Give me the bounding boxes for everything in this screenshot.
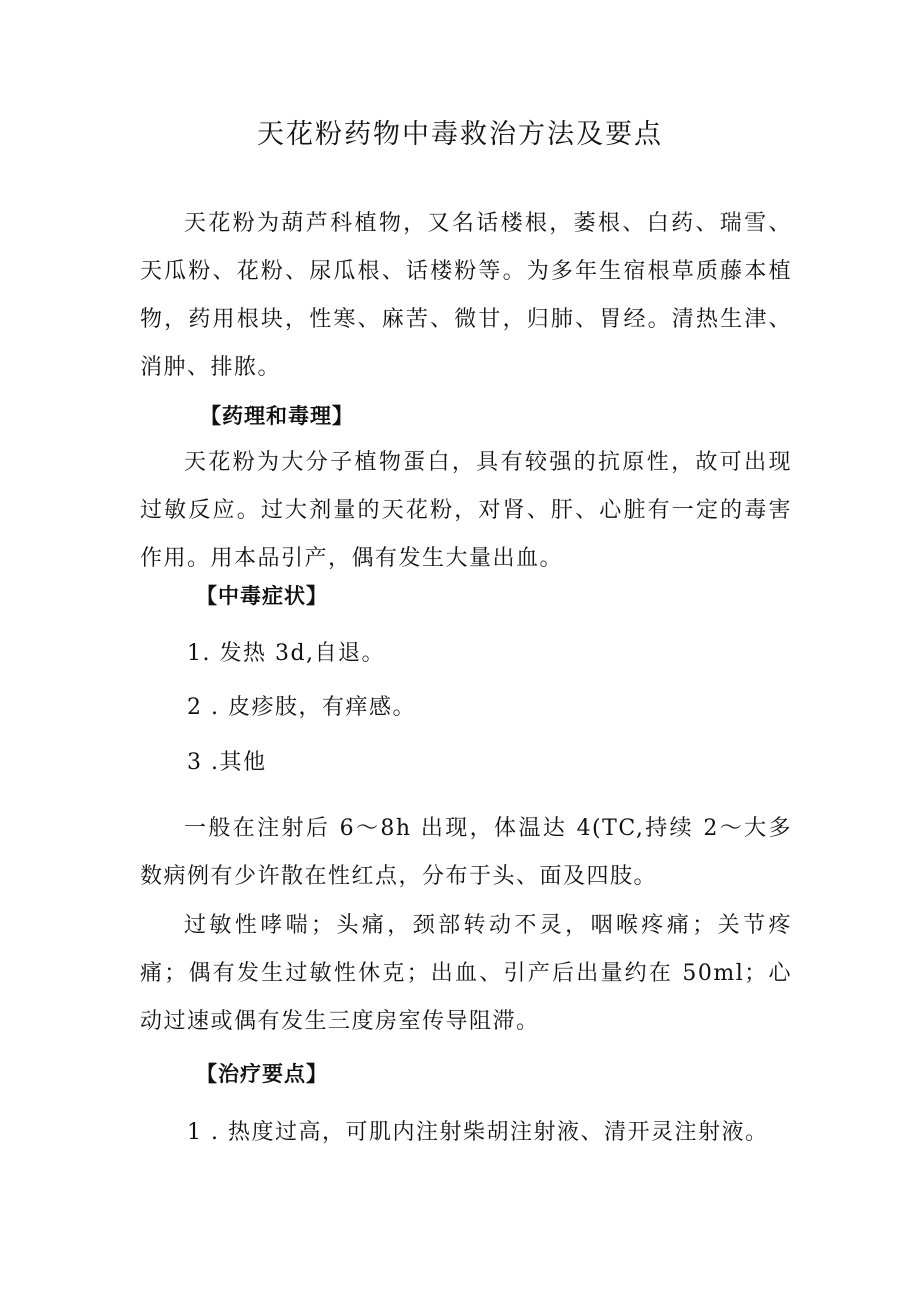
page-title: 天花粉药物中毒救治方法及要点 <box>257 119 663 150</box>
symptom-item-1: 1. 发热 3d,自退。 <box>187 641 386 666</box>
pharmacology-paragraph: 天花粉为大分子植物蛋白，具有较强的抗原性，故可出现过敏反应。过大剂量的天花粉，对肾、肝、心脏有一定的毒害作用。用本品引产，偶有发生大量出血。 <box>140 450 792 571</box>
treatment-heading: 【治疗要点】 <box>196 1062 328 1086</box>
intro-paragraph: 天花粉为葫芦科植物，又名话楼根，萎根、白药、瑞雪、天瓜粉、花粉、尿瓜根、话楼粉等。为多年生宿根草质藤本植物，药用根块，性寒、麻苦、微甘，归肺、胃经。清热生津、消肿、排脓。 <box>140 211 792 380</box>
symptom-item-2: 2 . 皮疹肢，有痒感。 <box>187 695 416 720</box>
symptoms-heading: 【中毒症状】 <box>196 584 328 608</box>
symptom-item-3: 3 .其他 <box>187 750 267 775</box>
treatment-item-1: 1 . 热度过高，可肌内注射柴胡注射液、清开灵注射液。 <box>187 1120 769 1145</box>
symptoms-paragraph-1: 一般在注射后 6～8h 出现，体温达 4(TC,持续 2～大多数病例有少许散在性红点，分布于头、面及四肢。 <box>140 816 792 889</box>
pharmacology-heading: 【药理和毒理】 <box>200 404 354 428</box>
symptoms-paragraph-2: 过敏性哮喘；头痛，颈部转动不灵，咽喉疼痛；关节疼痛；偶有发生过敏性休克；出血、引产后出量约在 50ml；心动过速或偶有发生三度房室传导阻滞。 <box>140 913 792 1034</box>
